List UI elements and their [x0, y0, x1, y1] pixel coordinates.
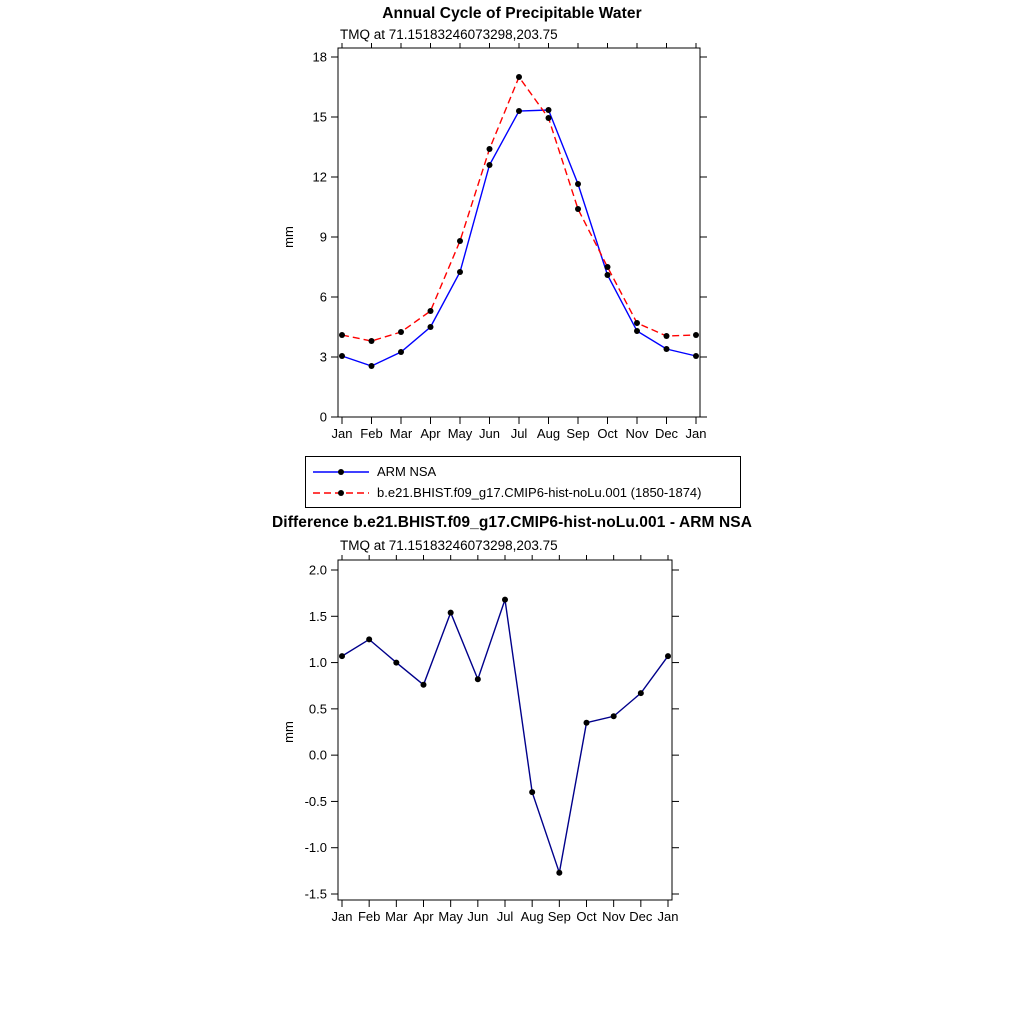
svg-text:Jan: Jan — [657, 909, 679, 924]
svg-text:Jan: Jan — [685, 426, 707, 441]
svg-text:0.5: 0.5 — [308, 701, 327, 717]
svg-text:Aug: Aug — [520, 909, 544, 924]
legend-line-sample-arm-nsa — [310, 465, 372, 479]
svg-text:6: 6 — [319, 289, 327, 305]
svg-text:May: May — [438, 909, 463, 924]
svg-text:-1.5: -1.5 — [304, 886, 327, 902]
legend-box — [305, 456, 741, 508]
svg-text:Dec: Dec — [654, 426, 679, 441]
legend-line-sample-model — [310, 486, 372, 500]
difference-title: Difference b.e21.BHIST.f09_g17.CMIP6-hist-noLu.001 - ARM NSA — [272, 514, 752, 531]
svg-text:Jun: Jun — [479, 426, 500, 441]
svg-text:Jan: Jan — [331, 909, 353, 924]
svg-text:May: May — [447, 426, 473, 441]
svg-text:12: 12 — [312, 169, 327, 185]
svg-text:mm: mm — [281, 226, 296, 248]
annual-cycle-plot — [280, 40, 740, 456]
svg-text:Mar: Mar — [389, 426, 413, 441]
legend-item-model — [310, 482, 740, 503]
svg-text:Nov: Nov — [625, 426, 649, 441]
svg-text:Apr: Apr — [420, 426, 441, 441]
svg-text:Aug: Aug — [536, 426, 561, 441]
difference-subtitle: TMQ at 71.15183246073298,203.75 — [340, 538, 558, 553]
svg-text:Sep: Sep — [566, 426, 590, 441]
legend-label-arm-nsa: ARM NSA — [377, 464, 437, 479]
annual-cycle-subtitle: TMQ at 71.15183246073298,203.75 — [340, 27, 558, 42]
svg-text:Jun: Jun — [467, 909, 489, 924]
svg-text:Feb: Feb — [357, 909, 381, 924]
svg-text:3: 3 — [319, 349, 327, 365]
annual-cycle-title: Annual Cycle of Precipitable Water — [382, 5, 642, 22]
svg-text:-0.5: -0.5 — [304, 793, 327, 809]
svg-text:-1.0: -1.0 — [304, 840, 327, 856]
svg-text:0.0: 0.0 — [308, 747, 327, 763]
legend-item-arm-nsa — [310, 461, 740, 482]
svg-text:Oct: Oct — [576, 909, 597, 924]
svg-text:15: 15 — [312, 109, 327, 125]
legend-label-model: b.e21.BHIST.f09_g17.CMIP6-hist-noLu.001 (1850-1874) — [377, 485, 702, 500]
svg-text:Dec: Dec — [629, 909, 653, 924]
svg-text:Nov: Nov — [602, 909, 626, 924]
svg-text:1.5: 1.5 — [308, 608, 327, 624]
svg-text:Sep: Sep — [547, 909, 571, 924]
svg-text:Jul: Jul — [496, 909, 514, 924]
difference-plot — [280, 550, 720, 950]
svg-text:Jan: Jan — [331, 426, 353, 441]
svg-text:2.0: 2.0 — [308, 562, 327, 578]
svg-text:18: 18 — [312, 49, 327, 65]
svg-text:1.0: 1.0 — [308, 655, 327, 671]
svg-text:Mar: Mar — [385, 909, 408, 924]
svg-text:9: 9 — [319, 229, 327, 245]
svg-text:mm: mm — [281, 721, 296, 743]
svg-text:Jul: Jul — [510, 426, 528, 441]
svg-text:Feb: Feb — [360, 426, 383, 441]
svg-text:Oct: Oct — [597, 426, 618, 441]
svg-text:Apr: Apr — [413, 909, 434, 924]
svg-text:0: 0 — [319, 409, 327, 425]
